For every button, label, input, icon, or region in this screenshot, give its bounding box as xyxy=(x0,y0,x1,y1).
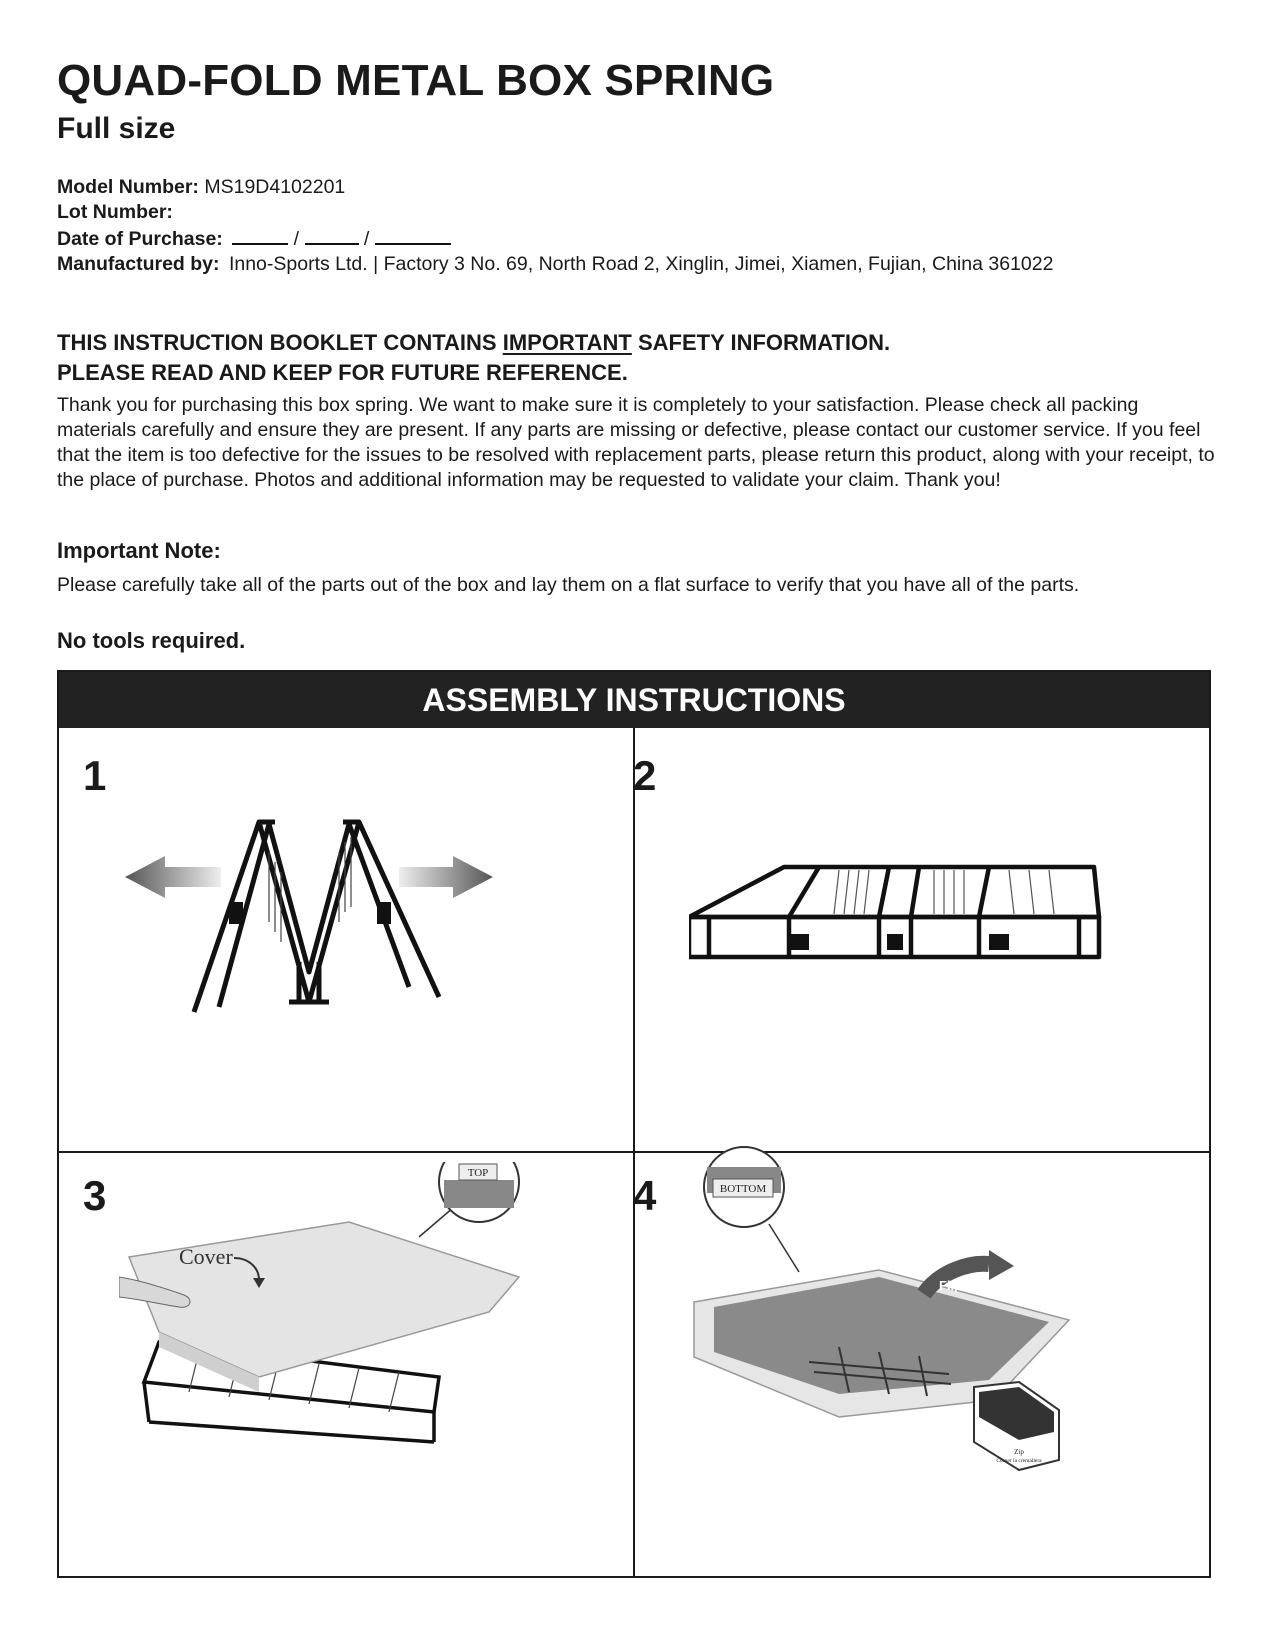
manufacturer-row xyxy=(57,252,1053,277)
document-subtitle: Full size xyxy=(57,112,176,145)
manufacturer-value: Inno-Sports Ltd. | Factory 3 No. 69, North Road 2, Xinglin, Jimei, Xiamen, Fujian, China 361022 xyxy=(228,253,1054,275)
bottom-tag-label: BOTTOM xyxy=(719,1183,767,1195)
important-note-title: Important Note: xyxy=(57,538,221,563)
safety-heading xyxy=(57,328,890,388)
intro-paragraph: Thank you for purchasing this box spring. We want to make sure it is completely to your satisfaction. Please check all packing materials carefully and ensure they are present. If any parts are missing or defective, please contact our customer service. If you feel that the item is too defective for the issues to be resolved with replacement parts, please return this product, along with your receipt, to the place of purchase. Photos and additional information may be requested to validate your claim. Thank you! xyxy=(57,394,1215,491)
lot-number-label: Lot Number: xyxy=(57,201,173,223)
product-meta xyxy=(57,175,1053,277)
cover-label: Cover xyxy=(179,1244,233,1269)
date-separator-2: / xyxy=(363,228,370,250)
model-number-label: Model Number: xyxy=(57,176,199,198)
no-tools-notice: No tools required. xyxy=(57,628,246,653)
folded-frame-unfold-illustration xyxy=(109,812,509,1032)
arrow-left-icon xyxy=(125,856,221,898)
safety-line-1-end: SAFETY INFORMATION. xyxy=(631,330,891,355)
step-2-number: 2 xyxy=(633,752,657,799)
assembly-header: ASSEMBLY INSTRUCTIONS xyxy=(59,672,1209,728)
flip-label: Flip xyxy=(939,1278,963,1293)
model-number-row xyxy=(57,175,1053,200)
top-tag-zoom-icon xyxy=(439,1162,519,1222)
date-day-blank[interactable] xyxy=(305,225,359,245)
step-4-number: 4 xyxy=(633,1172,657,1219)
bottom-tag-zoom-icon xyxy=(704,1147,784,1227)
zip-sublabel: Corner la cremallera xyxy=(996,1458,1042,1464)
lot-number-row xyxy=(57,200,1053,225)
safety-line-2: PLEASE READ AND KEEP FOR FUTURE REFERENCE. xyxy=(57,360,628,385)
date-year-blank[interactable] xyxy=(375,225,451,245)
zip-detail-icon xyxy=(974,1382,1059,1470)
arrow-right-icon xyxy=(399,856,493,898)
model-number-value: MS19D4102201 xyxy=(204,176,346,198)
top-tag-label: TOP xyxy=(467,1167,489,1179)
date-month-blank[interactable] xyxy=(232,225,288,245)
step-1-number: 1 xyxy=(83,752,107,799)
assembly-panel xyxy=(57,670,1211,1578)
date-separator-1: / xyxy=(293,228,300,250)
manufacturer-label: Manufactured by: xyxy=(57,253,220,275)
flip-box-spring-illustration xyxy=(689,1142,1109,1482)
safety-line-1 xyxy=(57,328,890,358)
date-of-purchase-label: Date of Purchase: xyxy=(57,228,223,250)
unfolded-frame-illustration xyxy=(689,862,1109,992)
panel-vertical-divider xyxy=(633,728,635,1578)
attach-cover-illustration xyxy=(119,1162,539,1462)
date-of-purchase-row xyxy=(57,225,1053,252)
safety-important-word: IMPORTANT xyxy=(502,330,632,355)
important-note-body: Please carefully take all of the parts out of the box and lay them on a flat surface to verify that you have all of the parts. xyxy=(57,574,1080,596)
step-3-number: 3 xyxy=(83,1172,107,1219)
zip-label: Zip xyxy=(1014,1448,1024,1456)
safety-line-1-start: THIS INSTRUCTION BOOKLET CONTAINS xyxy=(57,330,503,355)
document-title: QUAD-FOLD METAL BOX SPRING xyxy=(57,56,775,105)
